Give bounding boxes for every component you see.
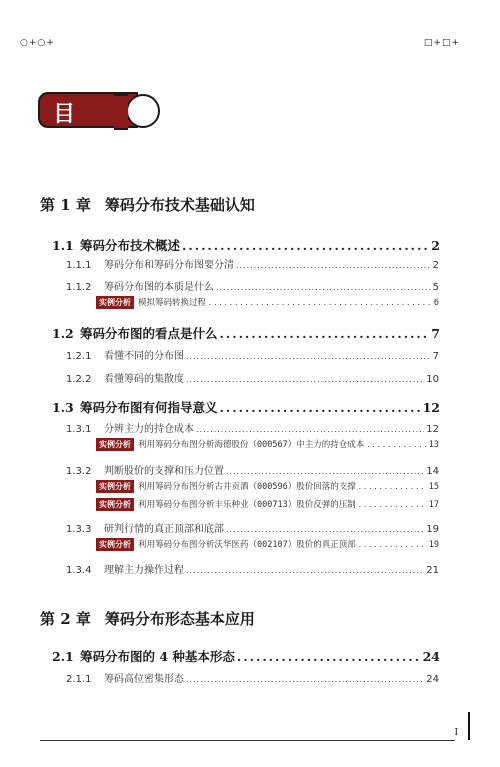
entry-number: 1.2.1 — [66, 351, 92, 362]
dot-leader — [220, 326, 430, 341]
toc-subsection[interactable] — [66, 347, 439, 362]
entry-title: 筹码高位密集形态 — [104, 674, 184, 685]
entry-number: 1.3.4 — [66, 565, 92, 576]
toc-section[interactable] — [52, 647, 440, 665]
dot-leader — [236, 260, 431, 271]
toc-subsection[interactable] — [66, 561, 439, 576]
dot-leader — [358, 482, 427, 492]
footer-rule — [40, 740, 455, 741]
entry-number: 2.1 — [52, 649, 74, 664]
entry-page-number: 2 — [432, 260, 439, 271]
toc-heading: 目 录 — [53, 102, 90, 158]
entry-title: 看懂不同的分布图 — [104, 351, 184, 362]
entry-page-number: 24 — [422, 649, 440, 664]
entry-title: 筹码分布图的本质是什么 — [104, 282, 214, 293]
toc-case-study[interactable] — [96, 498, 439, 511]
entry-number: 1.2.2 — [66, 374, 92, 385]
entry-number: 1.3.2 — [66, 466, 92, 477]
entry-title: 研判行情的真正顶部和底部 — [104, 524, 224, 535]
case-study-tag: 实例分析 — [96, 538, 134, 551]
toc-subsection[interactable] — [66, 420, 439, 435]
entry-title: 利用筹码分布图分析沃华医药（002107）股价的真正顶部 — [138, 540, 356, 550]
entry-page-number: 12 — [422, 400, 440, 415]
toc-heading-badge — [38, 92, 156, 158]
entry-page-number: 7 — [432, 351, 439, 362]
case-study-tag: 实例分析 — [96, 480, 134, 493]
dot-leader — [186, 565, 424, 576]
entry-page-number: 21 — [426, 565, 439, 576]
entry-title: 理解主力操作过程 — [104, 565, 184, 576]
case-study-tag: 实例分析 — [96, 498, 134, 511]
entry-page-number: 12 — [426, 424, 439, 435]
chapter-2-heading[interactable] — [40, 608, 255, 629]
toc-subsection[interactable] — [66, 462, 439, 477]
dot-leader — [182, 238, 429, 253]
entry-number: 1.3.1 — [66, 424, 92, 435]
dot-leader — [208, 298, 432, 308]
heading-circle-decoration — [126, 94, 160, 128]
corner-decoration-left: ○+○+ — [20, 38, 55, 48]
entry-page-number: 15 — [428, 482, 439, 492]
toc-section[interactable] — [52, 398, 440, 416]
entry-title: 筹码分布技术概述 — [80, 238, 181, 253]
entry-title: 分辨主力的持仓成本 — [104, 424, 194, 435]
toc-case-study[interactable] — [96, 438, 439, 451]
chapter-title: 筹码分布技术基础认知 — [104, 196, 255, 214]
case-study-tag: 实例分析 — [96, 438, 134, 451]
corner-decoration-right: □+□+ — [423, 38, 460, 48]
entry-number: 1.1.1 — [66, 260, 92, 271]
dot-leader — [358, 540, 427, 550]
entry-number: 1.3.3 — [66, 524, 92, 535]
entry-title: 筹码分布图有何指导意义 — [80, 400, 218, 415]
toc-subsection[interactable] — [66, 520, 439, 535]
entry-page-number: 10 — [426, 374, 439, 385]
dot-leader — [186, 351, 431, 362]
toc-section[interactable] — [52, 324, 440, 342]
chapter-1-heading[interactable] — [40, 194, 255, 215]
entry-title: 判断股价的支撑和压力位置 — [104, 466, 224, 477]
chapter-number: 第 1 章 — [40, 196, 91, 214]
toc-case-study[interactable] — [96, 296, 439, 309]
entry-page-number: 5 — [432, 282, 439, 293]
entry-title: 利用筹码分布图分析海德股份（000567）中主力的持仓成本 — [138, 440, 365, 450]
entry-page-number: 24 — [426, 674, 439, 685]
toc-case-study[interactable] — [96, 480, 439, 493]
entry-page-number: 7 — [431, 326, 440, 341]
dot-leader — [186, 374, 424, 385]
entry-page-number: 6 — [433, 298, 439, 308]
dot-leader — [237, 649, 421, 664]
chapter-number: 第 2 章 — [40, 610, 91, 628]
entry-title: 利用筹码分布图分析丰乐种业（000713）股价反弹的压制 — [138, 500, 356, 510]
toc-section[interactable] — [52, 236, 440, 254]
dot-leader — [226, 466, 424, 477]
footer-page-number: I — [454, 728, 458, 738]
entry-title: 模拟筹码转换过程 — [138, 298, 207, 308]
dot-leader — [366, 440, 427, 450]
entry-page-number: 19 — [428, 540, 439, 550]
footer-bar-decoration — [468, 712, 470, 740]
toc-case-study[interactable] — [96, 538, 439, 551]
entry-number: 1.1.2 — [66, 282, 92, 293]
toc-subsection[interactable] — [66, 670, 439, 685]
dot-leader — [220, 400, 421, 415]
entry-page-number: 17 — [428, 500, 439, 510]
toc-subsection[interactable] — [66, 370, 439, 385]
case-study-tag: 实例分析 — [96, 296, 134, 309]
dot-leader — [358, 500, 427, 510]
toc-subsection[interactable] — [66, 278, 439, 293]
entry-number: 1.2 — [52, 326, 74, 341]
entry-title: 筹码分布图的 4 种基本形态 — [80, 649, 235, 664]
dot-leader — [196, 424, 424, 435]
entry-page-number: 13 — [428, 440, 439, 450]
entry-title: 筹码分布图的看点是什么 — [80, 326, 218, 341]
entry-title: 看懂筹码的集散度 — [104, 374, 184, 385]
entry-page-number: 2 — [431, 238, 440, 253]
entry-number: 1.1 — [52, 238, 74, 253]
entry-number: 2.1.1 — [66, 674, 92, 685]
dot-leader — [186, 674, 424, 685]
toc-subsection[interactable] — [66, 256, 439, 271]
entry-page-number: 19 — [426, 524, 439, 535]
chapter-title: 筹码分布形态基本应用 — [104, 610, 255, 628]
dot-leader — [216, 282, 431, 293]
entry-title: 筹码分布和筹码分布图要分清 — [104, 260, 234, 271]
entry-page-number: 14 — [426, 466, 439, 477]
entry-number: 1.3 — [52, 400, 74, 415]
entry-title: 利用筹码分布图分析古井贡酒（000596）股价回落的支撑 — [138, 482, 356, 492]
dot-leader — [226, 524, 424, 535]
